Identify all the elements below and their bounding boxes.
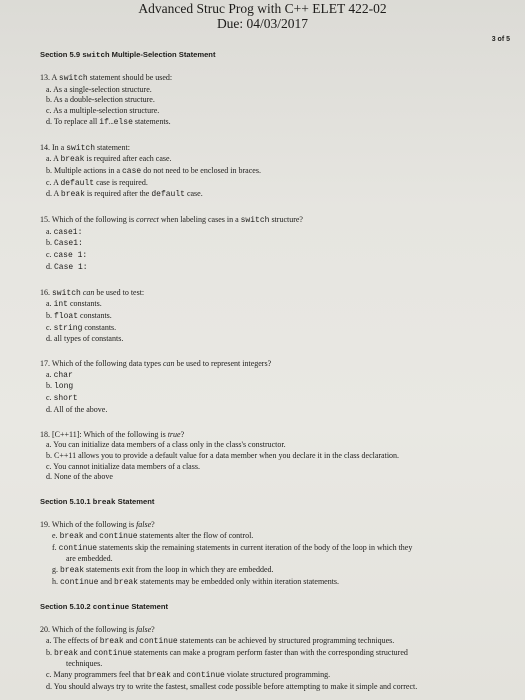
answer-15-c: c. case 1: [46,250,88,261]
question-16-stem: 16. switch can be used to test: [40,287,145,298]
answer-18-d: d. None of the above [46,472,113,482]
section-heading-5-10-1: Section 5.10.1 break Statement [40,497,155,508]
question-14 [40,143,500,202]
answer-19-f-continued: are embedded. [66,554,113,564]
answer-16-b: b. float constants. [46,310,112,321]
due-date: Due: 04/03/2017 [216,16,309,31]
answer-19-h: h. continue and break statements may be embedded only within iteration statements. [52,576,340,587]
answer-20-d: d. You should always try to write the fastest, smallest code possible before attempting to make it simple and correct. [46,681,418,691]
answer-16-a: a. int constants. [46,299,102,310]
answer-19-g: g. break statements exit from the loop in which they are embedded. [52,564,274,575]
answer-15-a: a. case1: [46,226,83,237]
answer-14-c: c. A default case is required. [46,177,148,188]
answer-13-d: d. To replace all if…else statements. [46,116,171,127]
answer-16-d: d. all types of constants. [46,334,124,344]
answer-17-a: a. char [46,369,73,380]
answer-17-c: c. short [46,393,78,404]
question-18 [40,430,500,484]
answer-20-b-continued: techniques. [66,659,103,669]
answer-18-a: a. You can initialize data members of a class only in the class's constructor. [46,440,286,450]
question-15 [40,215,500,274]
question-16 [40,288,500,346]
question-13 [40,73,500,129]
answer-20-c: c. Many programmers feel that break and continue violate structured programming. [46,670,331,681]
answer-19-e: e. break and continue statements alter the flow of control. [52,530,254,541]
answer-18-b: b. C++11 allows you to provide a default value for a data member when you declare it in the class declaration. [46,450,400,460]
answer-17-d: d. All of the above. [46,404,108,414]
answer-13-a: a. As a single-selection structure. [46,84,152,94]
answer-18-c: c. You cannot initialize data members of a class. [46,461,200,471]
answer-16-c: c. string constants. [46,322,117,333]
question-18-stem: 18. [C++11]: Which of the following is true? [40,429,185,439]
question-17 [40,359,500,416]
question-20-stem: 20. Which of the following is false? [40,625,155,635]
question-20 [40,625,500,692]
question-15-stem: 15. Which of the following is correct when labeling cases in a switch structure? [40,215,303,226]
answer-13-c: c. As a multiple-selection structure. [46,106,160,116]
question-19-stem: 19. Which of the following is false? [40,520,155,530]
answer-17-b: b. long [46,381,74,392]
worksheet-content [40,50,500,693]
page-number: 3 of 5 [491,36,510,43]
section-heading-5-10-2: Section 5.10.2 continue Statement [40,602,169,613]
answer-13-b: b. As a double-selection structure. [46,95,155,105]
answer-15-d: d. Case 1: [46,261,88,272]
section-heading-5-9: Section 5.9 switch Multiple-Selection Statement [40,50,216,60]
question-17-stem: 17. Which of the following data types can be used to represent integers? [40,359,272,369]
answer-15-b: b. Case1: [46,238,83,249]
answer-19-f: f. continue statements skip the remaining statements in current iteration of the body of the loop in which they [52,542,413,553]
answer-14-b: b. Multiple actions in a case do not need to be enclosed in braces. [46,165,261,176]
question-14-stem: 14. In a switch statement: [40,142,130,153]
course-title: Advanced Struc Prog with C++ ELET 422-02 [138,1,387,16]
answer-14-a: a. A break is required after each case. [46,154,172,165]
answer-20-a: a. The effects of break and continue statements can be achieved by structured programming techniques. [46,636,395,647]
question-13-stem: 13. A switch statement should be used: [40,73,173,83]
answer-20-b: b. break and continue statements can make a program perform faster than with the corresponding structured [46,647,408,658]
document-header [0,2,525,31]
answer-14-d: d. A break is required after the default case. [46,189,203,200]
question-19 [40,520,500,588]
